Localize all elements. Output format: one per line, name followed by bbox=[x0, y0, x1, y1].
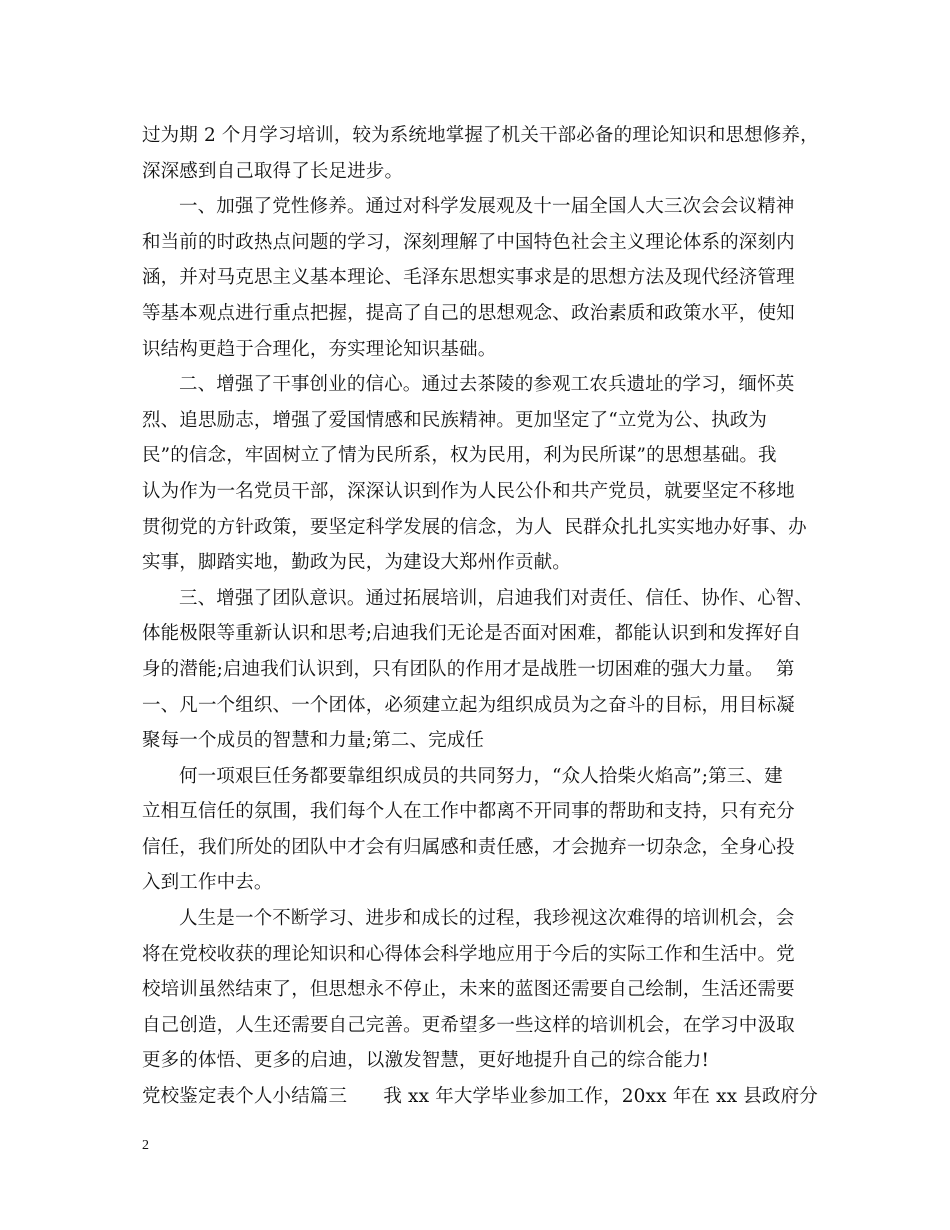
document-body bbox=[142, 118, 822, 1115]
text-line: 立相互信任的氛围，我们每个人在工作中都离不开同事的帮助和支持，只有充分 bbox=[142, 801, 795, 823]
text-line: 体能极限等重新认识和思考;启迪我们无论是否面对困难，都能认识到和发挥好自 bbox=[142, 623, 802, 645]
text-line: 一、凡一个组织、一个团体，必须建立起为组织成员为之奋斗的目标，用目标凝 bbox=[142, 694, 795, 716]
text-line: 聚每一个成员的智慧和力量;第二、完成任 bbox=[142, 730, 485, 752]
text-line: 自己创造，人生还需要自己完善。更希望多一些这样的培训机会，在学习中汲取 bbox=[142, 1014, 795, 1036]
page-number: 2 bbox=[142, 1138, 149, 1153]
text-line: 更多的体悟、更多的启迪，以激发智慧，更好地提升自己的综合能力! bbox=[142, 1050, 710, 1072]
text-line: 二、增强了干事创业的信心。通过去茶陵的参观工农兵遗址的学习，缅怀英 bbox=[179, 374, 795, 396]
text-line: 校培训虽然结束了，但思想永不停止，未来的蓝图还需要自己绘制，生活还需要 bbox=[142, 979, 795, 1001]
text-line: 信任，我们所处的团队中才会有归属感和责任感，才会抛弃一切杂念，全身心投 bbox=[142, 836, 795, 858]
text-line: 烈、追思励志，增强了爱国情感和民族精神。更加坚定了“立党为公、执政为 bbox=[142, 409, 768, 431]
text-line: 民”的信念，牢固树立了情为民所系，权为民用，利为民所谋”的思想基础。我 bbox=[142, 445, 777, 467]
text-line: 一、加强了党性修养。通过对科学发展观及十一届全国人大三次会会议精神 bbox=[179, 196, 795, 218]
text-line: 实事，脚踏实地，勤政为民，为建设大郑州作贡献。 bbox=[142, 552, 571, 574]
text-line: 党校鉴定表个人小结篇三 我 xx 年大学毕业参加工作，20xx 年在 xx 县政府分 bbox=[142, 1086, 818, 1108]
text-line: 将在党校收获的理论知识和心得体会科学地应用于今后的实际工作和生活中。党 bbox=[142, 943, 795, 965]
text-line: 识结构更趋于合理化，夯实理论知识基础。 bbox=[142, 338, 497, 360]
text-line: 和当前的时政热点问题的学习，深刻理解了中国特色社会主义理论体系的深刻内 bbox=[142, 231, 795, 253]
text-line: 等基本观点进行重点把握，提高了自己的思想观念、政治素质和政策水平，使知 bbox=[142, 302, 795, 324]
text-line: 入到工作中去。 bbox=[142, 872, 273, 894]
text-line: 深深感到自己取得了长足进步。 bbox=[142, 160, 404, 182]
text-line: 何一项艰巨任务都要靠组织成员的共同努力，“众人拾柴火焰高”;第三、建 bbox=[179, 765, 783, 787]
text-line: 涵，并对马克思主义基本理论、毛泽东思想实事求是的思想方法及现代经济管理 bbox=[142, 267, 795, 289]
text-line: 贯彻党的方针政策，要坚定科学发展的信念，为人 民群众扎扎实实地办好事、办 bbox=[142, 516, 807, 538]
text-line: 身的潜能;启迪我们认识到，只有团队的作用才是战胜一切困难的强大力量。 第 bbox=[142, 658, 795, 680]
text-line: 人生是一个不断学习、进步和成长的过程，我珍视这次难得的培训机会，会 bbox=[179, 908, 795, 930]
text-line: 过为期 2 个月学习培训，较为系统地掌握了机关干部必备的理论知识和思想修养， bbox=[142, 125, 819, 146]
text-line: 三、增强了团队意识。通过拓展培训，启迪我们对责任、信任、协作、心智、 bbox=[179, 587, 814, 609]
text-line: 认为作为一名党员干部，深深认识到作为人民公仆和共产党员，就要坚定不移地 bbox=[142, 480, 795, 502]
